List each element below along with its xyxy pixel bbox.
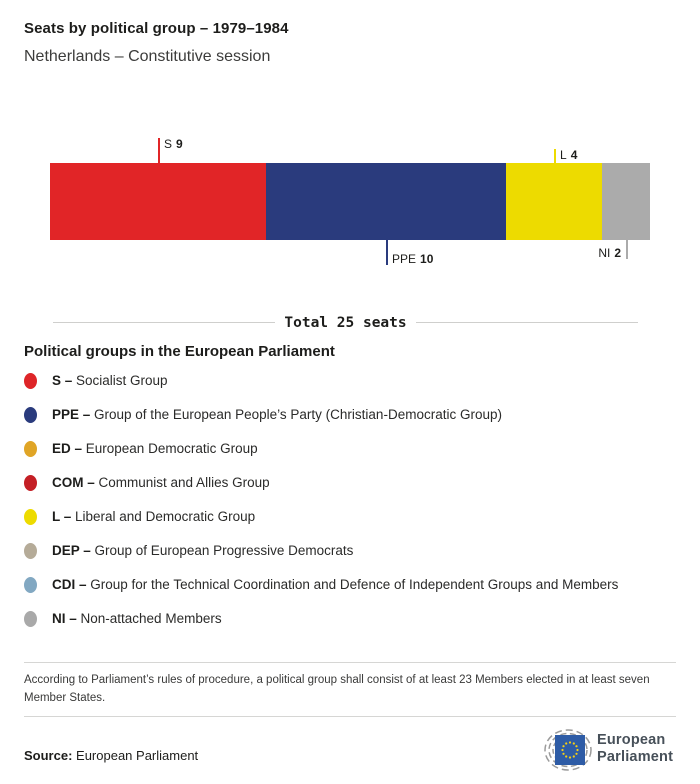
legend-dot-icon (24, 407, 37, 423)
legend-item-label: ED – European Democratic Group (52, 441, 258, 456)
legend-dot-icon (24, 577, 37, 593)
legend-item-l (24, 508, 255, 525)
eu-flag-square (555, 735, 585, 765)
page-title: Seats by political group – 1979–1984 (24, 20, 289, 37)
seats-stacked-bar (50, 163, 650, 240)
bar-segment-ppe (266, 163, 506, 240)
divider-line-right (416, 322, 638, 323)
total-seats-divider (53, 314, 638, 331)
legend-item-label: CDI – Group for the Technical Coordination and Defence of Independent Groups and Members (52, 577, 619, 592)
legend-item-ppe (24, 406, 502, 423)
callout-tick-ni (626, 240, 628, 259)
legend-item-dep (24, 542, 353, 559)
total-seats-label: Total 25 seats (284, 314, 407, 331)
legend-heading: Political groups in the European Parliament (24, 343, 335, 360)
legend-item-label: DEP – Group of European Progressive Democrats (52, 543, 354, 558)
legend-dot-icon (24, 475, 37, 491)
callout-tick-s (158, 138, 160, 163)
source-value: European Parliament (76, 748, 199, 763)
source-label: Source: (24, 748, 73, 763)
legend-item-s (24, 372, 168, 389)
legend-item-ni (24, 610, 222, 627)
bar-segment-s (50, 163, 266, 240)
logo-text-line1: European (597, 732, 666, 748)
callout-label-l: L 4 (560, 148, 578, 162)
legend-item-cdi (24, 576, 618, 593)
legend-item-label: S – Socialist Group (52, 373, 168, 388)
legend-item-label: COM – Communist and Allies Group (52, 475, 270, 490)
european-parliament-logo-icon (524, 726, 596, 774)
footnote-text: According to Parliament’s rules of procedure, a political group shall consist of at least 23 Members elected in at least seven Member States. (24, 674, 650, 705)
callout-label-ppe: PPE 10 (392, 252, 434, 266)
callout-tick-ppe (386, 240, 388, 265)
page-subtitle: Netherlands – Constitutive session (24, 48, 271, 65)
footnote-rule-top (24, 662, 676, 663)
legend-dot-icon (24, 373, 37, 389)
divider-line-left (53, 322, 275, 323)
source-line (24, 748, 198, 763)
legend-dot-icon (24, 543, 37, 559)
legend-item-label: NI – Non-attached Members (52, 611, 222, 626)
legend-dot-icon (24, 509, 37, 525)
logo-text-line2: Parliament (597, 749, 674, 765)
bar-segment-l (506, 163, 602, 240)
european-parliament-logo-text (597, 732, 673, 766)
legend-dot-icon (24, 611, 37, 627)
callout-tick-l (554, 149, 556, 163)
legend-item-com (24, 474, 270, 491)
callout-label-ni: NI 2 (598, 246, 621, 260)
legend-item-label: PPE – Group of the European People’s Party (Christian-Democratic Group) (52, 407, 502, 422)
legend-item-label: L – Liberal and Democratic Group (52, 509, 256, 524)
legend-item-ed (24, 440, 258, 457)
callout-label-s: S 9 (164, 137, 183, 151)
legend-dot-icon (24, 441, 37, 457)
footnote-rule-bottom (24, 716, 676, 717)
bar-segment-ni (602, 163, 650, 240)
